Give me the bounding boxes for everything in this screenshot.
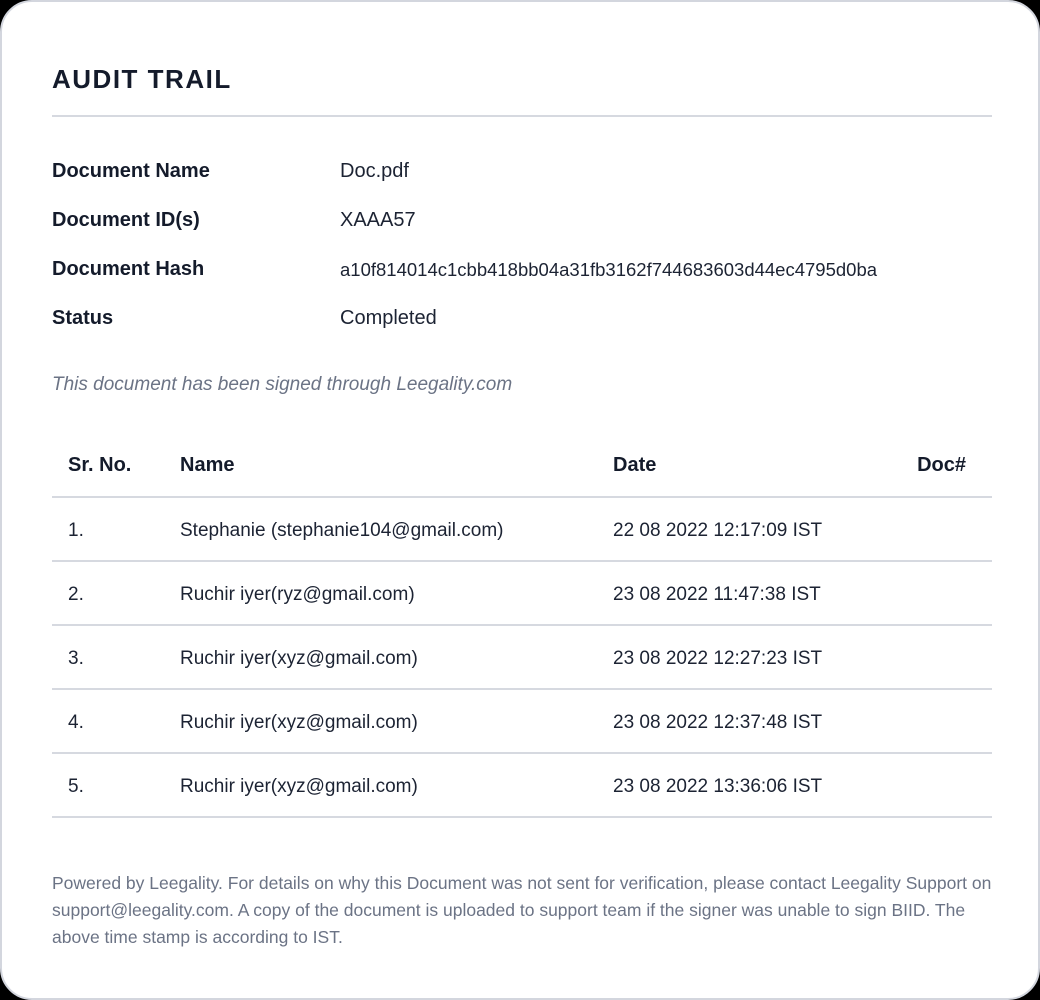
cell-name: Ruchir iyer(ryz@gmail.com): [180, 584, 415, 605]
document-id-value: XAAA57: [340, 209, 416, 231]
footer-disclaimer: Powered by Leegality. For details on why this Document was not sent for verification, please contact Leegality Support on support@leegality.com. A copy of the document is uploaded to support team if the signer was unable to sign BIID. The above time stamp is according to IST.: [52, 872, 992, 947]
column-header-name: Name: [180, 454, 235, 476]
document-details: [52, 160, 992, 356]
column-header-date: Date: [613, 454, 657, 476]
detail-row-document-hash: [52, 258, 992, 307]
cell-name: Ruchir iyer(xyz@gmail.com): [180, 712, 418, 733]
table-row: [52, 498, 992, 562]
cell-date: 23 08 2022 11:47:38 IST: [613, 584, 821, 605]
table-row: [52, 626, 992, 690]
detail-label: Document ID(s): [52, 209, 200, 231]
cell-name: Stephanie (stephanie104@gmail.com): [180, 520, 504, 541]
detail-row-document-id: [52, 209, 992, 258]
detail-label: Status: [52, 307, 114, 329]
table-header: [52, 434, 992, 498]
cell-sr-no: 3.: [68, 648, 84, 669]
detail-label: Document Name: [52, 160, 210, 182]
cell-name: Ruchir iyer(xyz@gmail.com): [180, 776, 418, 797]
title-divider: [52, 115, 992, 117]
cell-date: 23 08 2022 12:37:48 IST: [613, 712, 823, 733]
page-title: AUDIT TRAIL: [52, 64, 232, 94]
signed-through-note: This document has been signed through Leegality.com: [52, 374, 513, 395]
document-name-value: Doc.pdf: [340, 160, 409, 182]
status-value: Completed: [340, 307, 437, 329]
column-header-doc: Doc#: [917, 454, 966, 476]
detail-row-status: [52, 307, 992, 356]
cell-date: 23 08 2022 13:36:06 IST: [613, 776, 823, 797]
signers-table: [52, 434, 992, 818]
cell-sr-no: 5.: [68, 776, 84, 797]
detail-row-document-name: [52, 160, 992, 209]
cell-sr-no: 1.: [68, 520, 84, 541]
cell-name: Ruchir iyer(xyz@gmail.com): [180, 648, 418, 669]
cell-sr-no: 4.: [68, 712, 84, 733]
table-row: [52, 754, 992, 818]
cell-date: 22 08 2022 12:17:09 IST: [613, 520, 823, 541]
cell-sr-no: 2.: [68, 584, 84, 605]
detail-label: Document Hash: [52, 258, 205, 280]
cell-date: 23 08 2022 12:27:23 IST: [613, 648, 823, 669]
document-hash-value: a10f814014c1cbb418bb04a31fb3162f744683603d44ec4795d0ba: [340, 259, 878, 280]
table-row: [52, 690, 992, 754]
column-header-sr-no: Sr. No.: [68, 454, 132, 476]
table-row: [52, 562, 992, 626]
